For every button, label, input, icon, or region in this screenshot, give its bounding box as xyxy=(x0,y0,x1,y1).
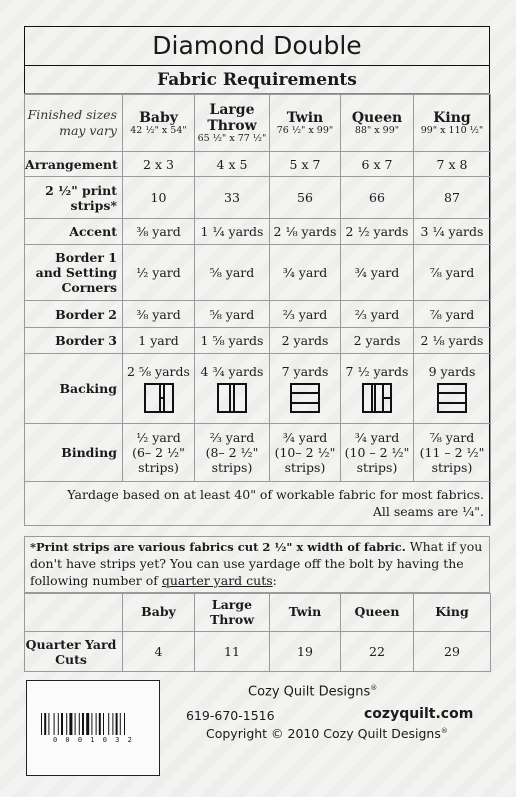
cell: ½ yard xyxy=(123,245,195,301)
page-title: Diamond Double xyxy=(24,26,490,66)
cell: 2 ½ yards xyxy=(341,219,414,245)
col-size: 99" x 110 ½" xyxy=(420,124,484,136)
cell: 6 x 7 xyxy=(341,152,414,177)
cell: 1 yard xyxy=(123,328,195,354)
cell xyxy=(341,354,414,424)
binding-yardage: ½ yard xyxy=(136,430,181,445)
backing-three-panel-icon xyxy=(362,383,392,413)
quarter-col-header: Baby xyxy=(123,594,195,632)
phone-number: 619-670-1516 xyxy=(186,708,275,723)
row-arrangement xyxy=(25,152,491,177)
cell: 4 x 5 xyxy=(195,152,270,177)
cell xyxy=(414,424,491,482)
finished-sizes-line2: may vary xyxy=(59,123,117,138)
cell: ⅞ yard xyxy=(414,245,491,301)
row-border2 xyxy=(25,301,491,328)
cell xyxy=(414,354,491,424)
backing-two-panel-icon xyxy=(217,383,247,413)
binding-strips: (10 – 2 ½" xyxy=(344,445,410,460)
col-name: King xyxy=(433,109,471,126)
binding-strips: (10– 2 ½" xyxy=(274,445,336,460)
section-subtitle: Fabric Requirements xyxy=(24,66,490,94)
brand-text: Cozy Quilt Designs xyxy=(248,684,371,700)
backing-three-strip-icon xyxy=(437,383,467,413)
barcode-number: 0 0 0 1 0 3 2 xyxy=(53,736,134,744)
quarter-yard-table xyxy=(24,593,491,672)
cell xyxy=(270,354,341,424)
strips-note-bold: *Print strips are various fabrics cut 2 ½" x width of fabric. xyxy=(30,540,406,554)
binding-strips: (6– 2 ½" xyxy=(132,445,185,460)
col-size: 88" x 99" xyxy=(354,124,400,136)
copyright-reg: ® xyxy=(440,726,448,735)
quarter-col-header: King xyxy=(414,594,491,632)
col-header-king xyxy=(414,95,491,152)
cell: 10 xyxy=(123,177,195,219)
binding-strips: (8– 2 ½" xyxy=(205,445,259,460)
row-label: Backing xyxy=(25,354,123,424)
cell: 2 ⅛ yards xyxy=(270,219,341,245)
cell: 2 yards xyxy=(270,328,341,354)
backing-yardage: 2 ⅝ yards xyxy=(127,364,190,379)
row-print-strips xyxy=(25,177,491,219)
row-label: 2 ½" print strips* xyxy=(25,177,123,219)
col-size: 42 ½" x 54" xyxy=(130,124,187,136)
cell: ⅜ yard xyxy=(123,219,195,245)
empty-corner-cell xyxy=(25,594,123,632)
cell: 2 x 3 xyxy=(123,152,195,177)
row-label: Border 2 xyxy=(25,301,123,328)
copyright xyxy=(206,726,448,741)
row-label: Arrangement xyxy=(25,152,123,177)
row-label: Border 3 xyxy=(25,328,123,354)
quarter-col-header: Twin xyxy=(270,594,341,632)
cell: ⅝ yard xyxy=(195,245,270,301)
binding-yardage: ¾ yard xyxy=(354,430,400,445)
col-header-large-throw xyxy=(195,95,270,152)
brand-reg: ® xyxy=(370,684,378,692)
cell: 5 x 7 xyxy=(270,152,341,177)
cell xyxy=(195,424,270,482)
cell xyxy=(195,354,270,424)
finished-sizes-label xyxy=(25,95,123,152)
backing-yardage: 4 ¾ yards xyxy=(200,364,264,379)
finished-sizes-line1: Finished sizes xyxy=(27,106,117,122)
quarter-values-row xyxy=(25,632,491,672)
cell: 19 xyxy=(270,632,341,672)
row-binding xyxy=(25,424,491,482)
cell: 66 xyxy=(341,177,414,219)
backing-yardage: 9 yards xyxy=(428,364,476,379)
cell xyxy=(123,354,195,424)
brand-name xyxy=(248,684,377,699)
cell: 33 xyxy=(195,177,270,219)
col-header-queen xyxy=(341,95,414,152)
print-strips-note xyxy=(24,536,490,593)
yardage-note-row xyxy=(25,482,491,526)
cell: 87 xyxy=(414,177,491,219)
cell: 11 xyxy=(195,632,270,672)
col-name: Queen xyxy=(351,109,403,126)
website-link[interactable]: cozyquilt.com xyxy=(364,706,474,722)
row-label: Accent xyxy=(25,219,123,245)
cell: 3 ¼ yards xyxy=(414,219,491,245)
cell xyxy=(341,424,414,482)
cell: 56 xyxy=(270,177,341,219)
col-header-baby xyxy=(123,95,195,152)
cell xyxy=(123,424,195,482)
fabric-requirements-table xyxy=(24,94,491,526)
binding-strips-end: strips) xyxy=(356,460,398,475)
barcode-box xyxy=(26,680,160,776)
cell: 2 yards xyxy=(341,328,414,354)
strips-note-end: : xyxy=(272,572,277,588)
yardage-note xyxy=(25,482,491,526)
col-name: Large Throw xyxy=(207,101,257,134)
quarter-col-header: Queen xyxy=(341,594,414,632)
quarter-header-row xyxy=(25,594,491,632)
barcode-icon xyxy=(41,713,147,735)
cell: 4 xyxy=(123,632,195,672)
quarter-row-label: Quarter Yard Cuts xyxy=(25,632,123,672)
cell xyxy=(270,424,341,482)
binding-yardage: ⅞ yard xyxy=(429,430,475,445)
backing-yardage: 7 yards xyxy=(281,364,329,379)
yardage-note-line1: Yardage based on at least 40" of workable fabric for most fabrics. xyxy=(67,486,484,502)
row-backing xyxy=(25,354,491,424)
binding-yardage: ⅔ yard xyxy=(209,430,255,445)
cell: ⅞ yard xyxy=(414,301,491,328)
header-row xyxy=(25,95,491,152)
col-name: Baby xyxy=(139,109,178,126)
binding-strips: (11 – 2 ½" xyxy=(419,445,485,460)
copyright-text: Copyright © 2010 Cozy Quilt Designs xyxy=(206,726,441,741)
cell: ¾ yard xyxy=(270,245,341,301)
quarter-col-header: Large Throw xyxy=(195,594,270,632)
binding-strips-end: strips) xyxy=(138,460,179,475)
cell: ⅔ yard xyxy=(270,301,341,328)
backing-vertical-split-icon xyxy=(144,383,174,413)
binding-strips-end: strips) xyxy=(284,460,326,475)
binding-strips-end: strips) xyxy=(431,460,473,475)
row-accent xyxy=(25,219,491,245)
row-label: Border 1 and Setting Corners xyxy=(25,245,123,301)
row-border1 xyxy=(25,245,491,301)
strips-note-text: What if you don't have strips yet? You can use yardage off the bolt by having the following number of xyxy=(30,539,483,588)
cell: 22 xyxy=(341,632,414,672)
row-border3 xyxy=(25,328,491,354)
cell: ⅝ yard xyxy=(195,301,270,328)
row-label: Binding xyxy=(25,424,123,482)
col-size: 76 ½" x 99" xyxy=(276,124,334,136)
backing-three-strip-icon xyxy=(290,383,320,413)
cell: 1 ¼ yards xyxy=(195,219,270,245)
backing-yardage: 7 ½ yards xyxy=(345,364,409,379)
binding-yardage: ¾ yard xyxy=(282,430,328,445)
cell: ⅜ yard xyxy=(123,301,195,328)
col-name: Twin xyxy=(286,109,324,126)
col-size: 65 ½" x 77 ½" xyxy=(197,132,267,144)
cell: ⅔ yard xyxy=(341,301,414,328)
cell: 29 xyxy=(414,632,491,672)
cell: 2 ⅛ yards xyxy=(414,328,491,354)
strips-note-underlined: quarter yard cuts xyxy=(161,572,273,588)
cell: 1 ⅝ yards xyxy=(195,328,270,354)
cell: ¾ yard xyxy=(341,245,414,301)
binding-strips-end: strips) xyxy=(211,460,253,475)
yardage-note-line2: All seams are ¼". xyxy=(372,503,484,519)
col-header-twin xyxy=(270,95,341,152)
cell: 7 x 8 xyxy=(414,152,491,177)
